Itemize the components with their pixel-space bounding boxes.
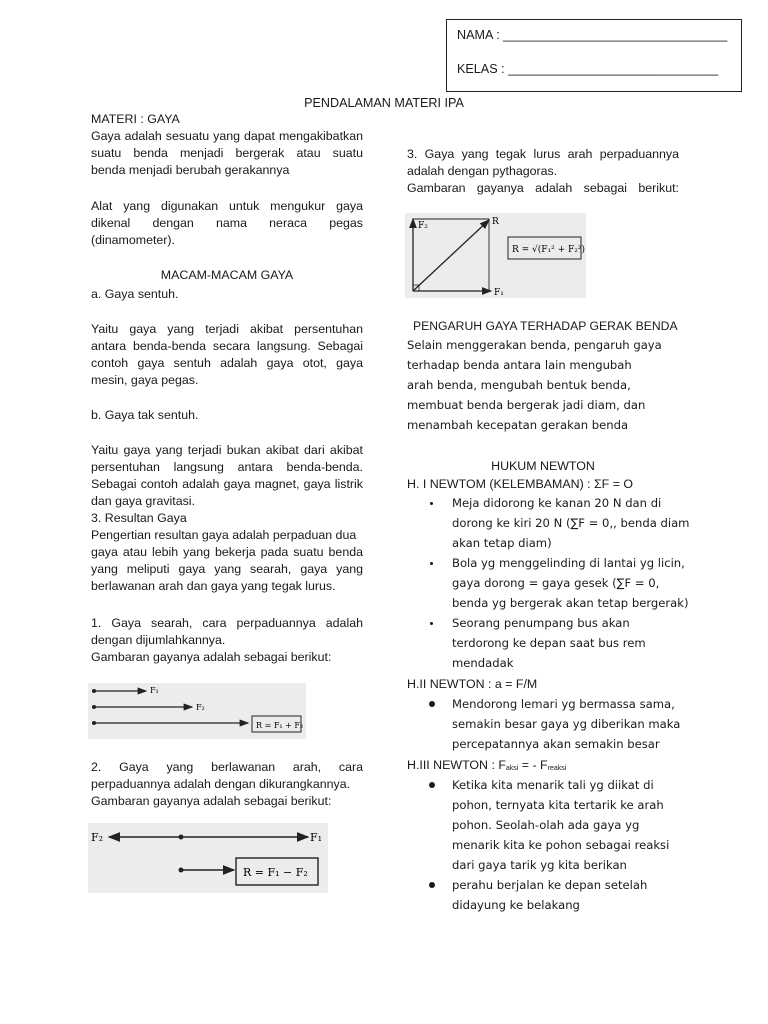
pengaruh-line: Selain menggerakan benda, pengaruh gaya xyxy=(407,338,662,352)
item-line: Bola yg menggelinding di lantai yg licin, xyxy=(452,556,685,570)
f2-label: F₂ xyxy=(418,221,428,231)
f1-label: F₁ xyxy=(494,288,504,298)
resultant-label: R = F₁ − F₂ xyxy=(243,866,308,879)
item-line: Ketika kita menarik tali yg diikat di xyxy=(452,778,654,792)
resultant-letter: R xyxy=(492,217,499,227)
gaya-berlawanan-diagram xyxy=(88,823,328,893)
resultan-line: yang meliputi gaya yang searah, gaya yang xyxy=(91,562,363,576)
taksentuh-line: persentuhan langsung antara benda-benda. xyxy=(91,460,363,474)
lawan-line: 2. Gaya yang berlawanan arah, cara xyxy=(91,760,363,774)
student-id-box xyxy=(446,19,742,92)
lawan-line: Gambaran gayanya adalah sebagai berikut: xyxy=(91,794,332,808)
pengaruh-heading: PENGARUH GAYA TERHADAP GERAK BENDA xyxy=(413,319,678,333)
bullet-icon xyxy=(429,882,435,888)
bullet-icon xyxy=(430,622,433,625)
pengaruh-line: membuat benda bergerak jadi diam, dan xyxy=(407,398,646,412)
alat-paragraph xyxy=(91,198,363,249)
sentuh-line: contoh gaya sentuh adalah gaya otot, gaya xyxy=(91,356,363,370)
gaya-berlawanan-paragraph xyxy=(91,759,363,810)
alat-line: (dinamometer). xyxy=(91,233,176,247)
item-line: semakin besar gaya yg diberikan maka xyxy=(452,717,681,731)
n3-sub-reaksi: reaksi xyxy=(547,765,567,772)
gaya-searah-diagram xyxy=(88,683,306,739)
newton-2-heading: H.II NEWTON : a = F/M xyxy=(407,677,538,691)
item-line: benda yg bergerak akan tetap bergerak) xyxy=(452,596,689,610)
figure-gaya-searah xyxy=(88,683,306,739)
bullet-icon xyxy=(429,701,435,707)
lawan-line: perpaduannya adalah dengan dikurangkannya. xyxy=(91,777,351,791)
pengaruh-line: menambah kecepatan gerakan benda xyxy=(407,418,629,432)
newton-3-list xyxy=(407,775,707,915)
left-column xyxy=(91,111,363,179)
resultan-line: Pengertian resultan gaya adalah perpaduan dua xyxy=(91,528,357,542)
nama-field[interactable]: NAMA : ________________________________ xyxy=(457,28,728,42)
bullet-icon xyxy=(430,502,433,505)
gaya-sentuh-paragraph xyxy=(91,321,363,389)
item-line: perahu berjalan ke depan setelah xyxy=(452,878,648,892)
list-item xyxy=(407,613,707,673)
item-line: mendadak xyxy=(452,656,514,670)
searah-line: dengan dijumlahkannya. xyxy=(91,633,226,647)
newton-1-list xyxy=(407,493,707,673)
item-line: dari gaya tarik yg kita berikan xyxy=(452,858,627,872)
resultant-label: R = F₁ + F₂ xyxy=(256,721,304,730)
taksentuh-line: dan gaya gravitasi. xyxy=(91,494,196,508)
n3-sub-aksi: aksi xyxy=(505,765,519,772)
f1-label: F₁ xyxy=(150,686,159,695)
item-line: percepatannya akan semakin besar xyxy=(452,737,660,751)
bullet-icon xyxy=(429,782,435,788)
tegak-line: adalah dengan pythagoras. xyxy=(407,164,558,178)
tegak-lurus-paragraph xyxy=(407,146,679,197)
formula-label: R = √(F₁² + F₂²) xyxy=(512,245,585,255)
sentuh-line: Yaitu gaya yang terjadi akibat persentuhan xyxy=(91,322,363,336)
alat-line: Alat yang digunakan untuk mengukur gaya xyxy=(91,199,363,213)
resultan-line: berlawanan arah dan gaya yang tegak lurus. xyxy=(91,579,336,593)
gaya-tak-sentuh-paragraph xyxy=(91,442,363,595)
searah-line: 1. Gaya searah, cara perpaduannya adalah xyxy=(91,616,363,630)
macam-gaya-heading: MACAM-MACAM GAYA xyxy=(160,268,294,282)
n3-title-a: H.III NEWTON : F xyxy=(407,758,506,772)
gaya-def-line: suatu benda menjadi bergerak atau suatu xyxy=(91,146,363,160)
item-line: Seorang penumpang bus akan xyxy=(452,616,630,630)
sentuh-line: mesin, gaya pegas. xyxy=(91,373,199,387)
list-item xyxy=(407,694,707,754)
gaya-searah-paragraph xyxy=(91,615,363,666)
newton-3-heading xyxy=(407,757,707,776)
gaya-def-line: benda menjadi berubah gerakannya xyxy=(91,163,290,177)
list-item xyxy=(407,775,707,875)
pengaruh-line: terhadap benda antara lain mengubah xyxy=(407,358,632,372)
searah-line: Gambaran gayanya adalah sebagai berikut: xyxy=(91,650,332,664)
gaya-def-line: Gaya adalah sesuatu yang dapat mengakibatkan xyxy=(91,129,363,143)
gaya-tak-sentuh-heading: b. Gaya tak sentuh. xyxy=(91,408,199,422)
f2-label: F₂ xyxy=(91,831,104,844)
list-item xyxy=(407,553,707,613)
item-line: Meja didorong ke kanan 20 N dan di xyxy=(452,496,662,510)
tegak-line: 3. Gaya yang tegak lurus arah perpaduannya xyxy=(407,147,679,161)
taksentuh-line: Sebagai contoh adalah gaya magnet, gaya listrik xyxy=(91,477,363,491)
gaya-sentuh-heading: a. Gaya sentuh. xyxy=(91,287,179,301)
item-line: gaya dorong = gaya gesek (∑F = 0, xyxy=(452,576,660,590)
gaya-tegak-lurus-diagram xyxy=(405,213,586,298)
sentuh-line: antara benda-benda secara langsung. Sebagai xyxy=(91,339,363,353)
list-item xyxy=(407,875,707,915)
newton-1-heading: H. I NEWTOM (KELEMBAMAN) : ΣF = O xyxy=(407,477,634,491)
item-line: pohon, ternyata kita tertarik ke arah xyxy=(452,798,664,812)
taksentuh-line: Yaitu gaya yang terjadi bukan akibat dari akibat xyxy=(91,443,363,457)
bullet-icon xyxy=(430,562,433,565)
pengaruh-paragraph xyxy=(407,335,697,435)
newton-2-list xyxy=(407,694,707,754)
resultan-heading: 3. Resultan Gaya xyxy=(91,511,187,525)
f1-label: F₁ xyxy=(310,831,323,844)
materi-heading: MATERI : GAYA xyxy=(91,112,180,126)
kelas-field[interactable]: KELAS : ______________________________ xyxy=(457,62,719,76)
pengaruh-line: arah benda, mengubah bentuk benda, xyxy=(407,378,631,392)
item-line: pohon. Seolah-olah ada gaya yg xyxy=(452,818,640,832)
resultan-line: gaya atau lebih yang bekerja pada suatu benda xyxy=(91,545,363,559)
figure-gaya-tegak-lurus xyxy=(405,213,586,298)
f2-label: F₂ xyxy=(196,703,205,712)
item-line: dorong ke kiri 20 N (∑F = 0,, benda diam xyxy=(452,516,690,530)
item-line: Mendorong lemari yg bermassa sama, xyxy=(452,697,675,711)
hukum-newton-heading: HUKUM NEWTON xyxy=(491,459,595,473)
n3-title-b: = - F xyxy=(518,758,548,772)
list-item xyxy=(407,493,707,553)
item-line: menarik kita ke pohon sebagai reaksi xyxy=(452,838,670,852)
alat-line: dikenal dengan nama neraca pegas xyxy=(91,216,363,230)
page-title: PENDALAMAN MATERI IPA xyxy=(304,96,464,110)
item-line: akan tetap diam) xyxy=(452,536,552,550)
tegak-line: Gambaran gayanya adalah sebagai berikut: xyxy=(407,181,679,195)
item-line: didayung ke belakang xyxy=(452,898,580,912)
figure-gaya-berlawanan xyxy=(88,823,328,893)
item-line: terdorong ke depan saat bus rem xyxy=(452,636,646,650)
